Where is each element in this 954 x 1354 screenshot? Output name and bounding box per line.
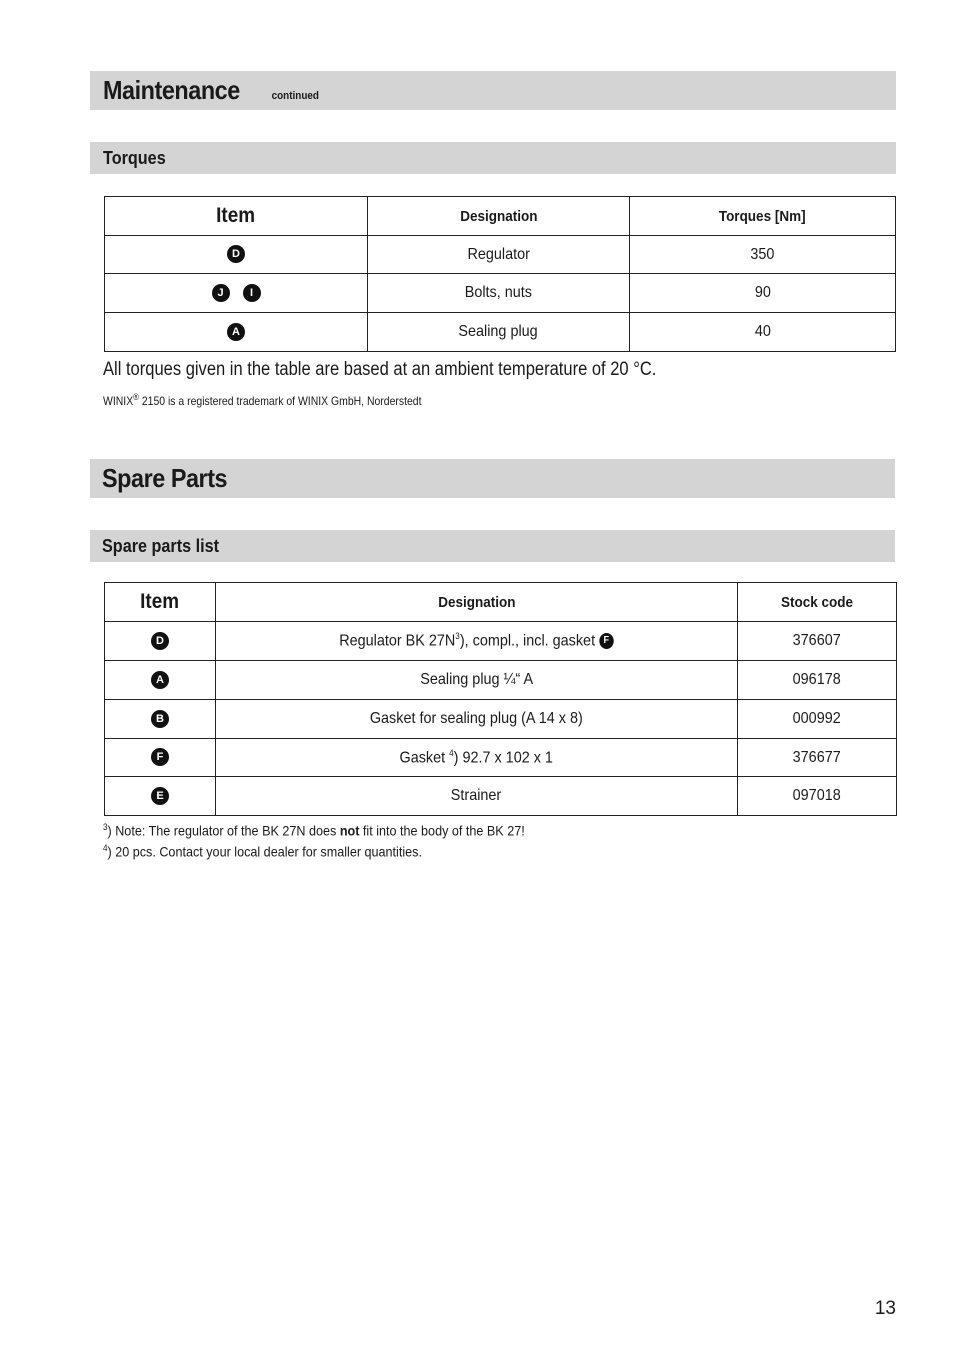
spare-parts-header-row xyxy=(105,583,897,622)
table-row xyxy=(105,661,897,700)
item-cell xyxy=(105,313,368,352)
col-torques: Torques [Nm] xyxy=(630,197,896,236)
item-d-badge-icon: D xyxy=(151,632,169,650)
maintenance-header-bar xyxy=(90,71,896,110)
designation-cell: Sealing plug ¼“ A xyxy=(216,661,738,700)
item-d-badge-icon: D xyxy=(227,245,245,263)
torques-table xyxy=(104,196,896,352)
designation-cell: Sealing plug xyxy=(368,313,630,352)
continued-label: continued xyxy=(271,90,319,102)
item-cell xyxy=(105,700,216,739)
stock-cell: 000992 xyxy=(738,700,897,739)
col-designation: Designation xyxy=(216,583,738,622)
item-cell xyxy=(105,739,216,777)
footnote-3: $^3$) Note: The regulator of the BK 27N does not fit into the body of the BK 27! xyxy=(103,822,525,839)
designation-cell: Bolts, nuts xyxy=(368,274,630,313)
page-number: 13 xyxy=(874,1298,896,1319)
torques-header-row xyxy=(105,197,896,236)
item-a-badge-icon: A xyxy=(227,323,245,341)
designation-cell: Regulator BK $27N^3$), compl., incl. gasket F xyxy=(216,622,738,661)
designation-cell: Gasket $^4$) 92.7 x 102 x 1 xyxy=(216,739,738,777)
footnote-4: $^4$) 20 pcs. Contact your local dealer for smaller quantities. xyxy=(103,843,422,860)
item-cell xyxy=(105,274,368,313)
spare-parts-header-bar xyxy=(90,459,895,498)
item-j-badge-icon: J xyxy=(212,284,230,302)
designation-cell: Strainer xyxy=(216,777,738,816)
table-row xyxy=(105,274,896,313)
item-f-badge-icon: F xyxy=(151,748,169,766)
item-b-badge-icon: B xyxy=(151,710,169,728)
trademark-note: WINIX® 2150 is a registered trademark of WINIX GmbH, Norderstedt xyxy=(103,392,422,408)
col-item: Item xyxy=(105,197,368,236)
stock-cell: 096178 xyxy=(738,661,897,700)
spare-parts-title: Spare Parts xyxy=(102,463,228,493)
spare-parts-table xyxy=(104,582,897,816)
table-row xyxy=(105,236,896,274)
torque-cell: 350 xyxy=(630,236,896,274)
item-cell xyxy=(105,777,216,816)
stock-cell: 376607 xyxy=(738,622,897,661)
torque-cell: 90 xyxy=(630,274,896,313)
torques-note: All torques given in the table are based at an ambient temperature of 20 °C. xyxy=(103,359,657,380)
table-row xyxy=(105,777,897,816)
maintenance-title: Maintenance xyxy=(103,75,240,105)
table-row xyxy=(105,739,897,777)
item-e-badge-icon: E xyxy=(151,787,169,805)
col-item: Item xyxy=(105,583,216,622)
torque-cell: 40 xyxy=(630,313,896,352)
designation-cell: Regulator xyxy=(368,236,630,274)
table-row xyxy=(105,700,897,739)
spare-parts-list-header-bar xyxy=(90,530,895,562)
designation-cell: Gasket for sealing plug (A 14 x 8) xyxy=(216,700,738,739)
gasket-f-badge-icon: F xyxy=(599,633,613,649)
item-i-badge-icon: I xyxy=(243,284,261,302)
torques-heading: Torques xyxy=(103,148,166,168)
col-designation: Designation xyxy=(368,197,630,236)
torques-header-bar xyxy=(90,142,896,174)
item-cell xyxy=(105,236,368,274)
item-a-badge-icon: A xyxy=(151,671,169,689)
spare-parts-list-heading: Spare parts list xyxy=(102,536,220,556)
item-cell xyxy=(105,622,216,661)
item-cell xyxy=(105,661,216,700)
table-row xyxy=(105,622,897,661)
col-stock-code: Stock code xyxy=(738,583,897,622)
table-row xyxy=(105,313,896,352)
stock-cell: 376677 xyxy=(738,739,897,777)
stock-cell: 097018 xyxy=(738,777,897,816)
